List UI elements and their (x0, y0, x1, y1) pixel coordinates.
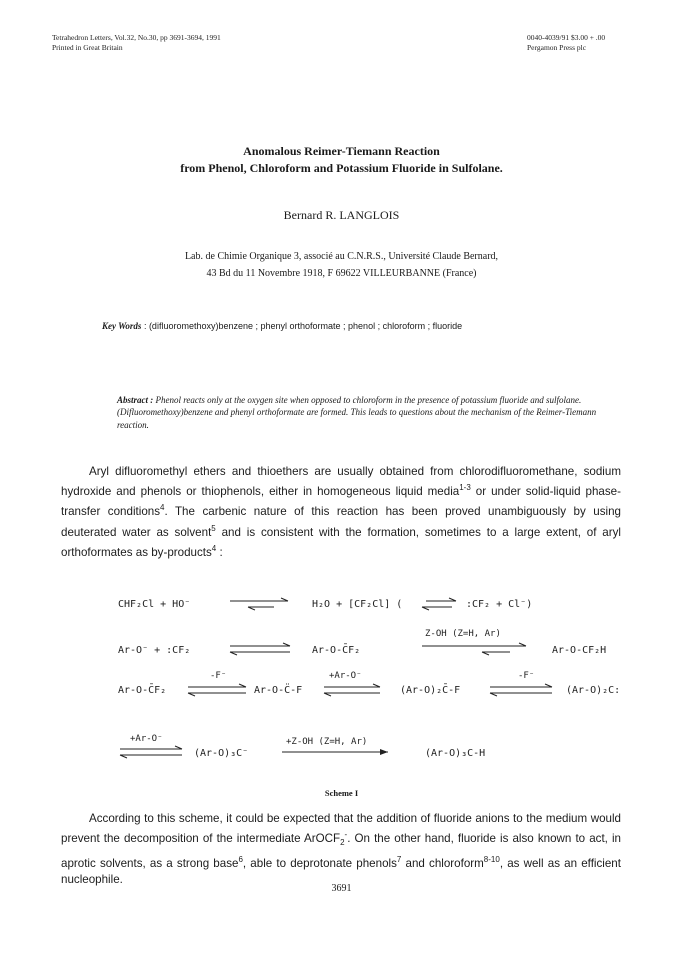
issn-price: 0040-4039/91 $3.00 + .00 (527, 33, 606, 42)
equilibrium-arrow-icon (488, 682, 556, 698)
keywords-label: Key Words (102, 321, 142, 331)
paragraph-1-text-b: or under solid-liquid phase-transfer conditions (61, 485, 621, 519)
scheme-row3-label-3: -F⁻ (518, 671, 535, 681)
paragraph-2-text-a: According to this scheme, it could be expected that the addition of fluoride anions to the medium would prevent the decomposition of the intermediate ArOCF (61, 812, 621, 846)
reference-6: 6 (238, 854, 243, 864)
paragraph-1-text-d: and is consistent with the formation, sometimes to a large extent, of aryl orthoformates as by-products (61, 525, 621, 559)
abstract-text: Phenol reacts only at the oxygen site when opposed to chloroform in the presence of potassium fluoride and sulfolane. (Difluoromethoxy)benzene and phenyl orthoformate are formed. This leads to questions about the mechanism of the Reimer-Tiemann reaction. (117, 395, 597, 430)
superscript-minus: - (344, 830, 348, 840)
scheme-row1-products: :CF₂ + Cl⁻) (466, 599, 533, 610)
scheme-row3-b: Ar-O-C̈-F (254, 685, 303, 696)
scheme-row2-reactants: Ar-O⁻ + :CF₂ (118, 645, 191, 656)
scheme-row3-a: Ar-O-C̄F₂ (118, 685, 167, 696)
printed-location: Printed in Great Britain (52, 43, 123, 52)
reference-4b: 4 (211, 543, 217, 553)
title-line-1: Anomalous Reimer-Tiemann Reaction (243, 144, 440, 158)
paragraph-2-text-d: and chloroform (401, 856, 484, 870)
equilibrium-arrow-icon (186, 682, 250, 698)
paragraph-2-text-e: , as well as an efficient nucleophile. (61, 856, 621, 886)
reference-5: 5 (211, 523, 216, 533)
paragraph-2 (61, 811, 621, 888)
equilibrium-arrow-icon (228, 596, 292, 612)
equilibrium-arrow-icon (322, 682, 384, 698)
author: Bernard R. LANGLOIS (283, 208, 400, 222)
scheme-row4-anion: (Ar-O)₃C⁻ (194, 748, 249, 759)
scheme-row3-d: (Ar-O)₂C: (566, 685, 621, 696)
reference-7: 7 (396, 854, 402, 864)
keywords-text: : (difluoromethoxy)benzene ; phenyl orthoformate ; phenol ; chloroform ; fluoride (143, 321, 463, 331)
equilibrium-arrow-icon (416, 596, 462, 612)
scheme-row4-orthoformate: (Ar-O)₃C-H (425, 748, 486, 759)
equilibrium-arrow-icon (420, 641, 530, 657)
journal-citation: Tetrahedron Letters, Vol.32, No.30, pp 3691-3694, 1991 (52, 33, 221, 42)
reference-1-3: 1-3 (459, 483, 471, 493)
scheme-row1-middle: H₂O + [CF₂Cl] ( (312, 599, 403, 610)
page-number: 3691 (331, 883, 352, 894)
subscript-2: 2 (340, 838, 345, 848)
abstract-label: Abstract : (117, 395, 154, 405)
paragraph-1 (61, 464, 621, 561)
scheme-row2-arrow-label: Z-OH (Z=H, Ar) (425, 629, 501, 639)
scheme-row1-reactants: CHF₂Cl + HO⁻ (118, 599, 191, 610)
reference-4: 4 (160, 503, 165, 513)
affiliation-line-2: 43 Bd du 11 Novembre 1918, F 69622 VILLEURBANNE (France) (206, 268, 477, 279)
scheme-row2-product: Ar-O-CF₂H (552, 645, 607, 656)
scheme-row3-c: (Ar-O)₂C̄-F (400, 685, 461, 696)
equilibrium-arrow-icon (118, 744, 186, 760)
scheme-row3-label-2: +Ar-O⁻ (329, 671, 362, 681)
scheme-row4-label-2: +Z-OH (Z=H, Ar) (286, 737, 368, 747)
abstract (117, 394, 622, 431)
title-line-2: from Phenol, Chloroform and Potassium Fluoride in Sulfolane. (180, 161, 503, 175)
scheme-row3-label-1: -F⁻ (210, 671, 227, 681)
publisher: Pergamon Press plc (527, 43, 587, 52)
keywords (102, 321, 462, 331)
scheme-caption: Scheme I (324, 788, 359, 798)
scheme-row2-intermediate: Ar-O-C̄F₂ (312, 645, 361, 656)
reaction-arrow-icon (280, 746, 392, 758)
paragraph-1-text-a: Aryl difluoromethyl ethers and thioethers are usually obtained from chlorodifluoromethane, sodium hydroxide and phenols or thiophenols, either in homogeneous liquid media (61, 465, 621, 499)
paragraph-1-text-e: : (216, 545, 223, 559)
equilibrium-arrow-icon (228, 641, 294, 657)
reference-8-10: 8-10 (483, 854, 500, 864)
scheme-row4-label-1: +Ar-O⁻ (130, 734, 163, 744)
affiliation-line-1: Lab. de Chimie Organique 3, associé au C.N.R.S., Université Claude Bernard, (184, 251, 499, 262)
paragraph-1-text-c: . The carbenic nature of this reaction has been proved unambiguously by using deuterated water as solvent (61, 505, 621, 539)
paragraph-2-text-b: . On the other hand, fluoride is also known to act, in aprotic solvents, as a strong base (61, 832, 621, 870)
paragraph-2-text-c: , able to deprotonate phenols (242, 856, 397, 870)
